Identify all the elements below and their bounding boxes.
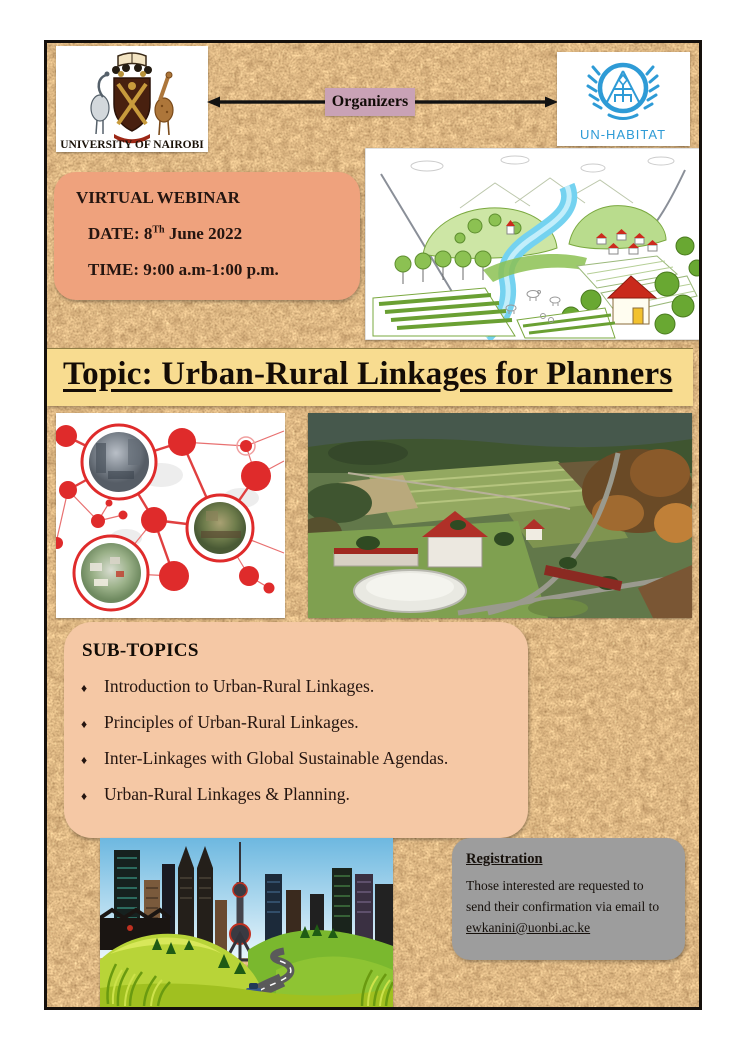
date-label: DATE: — [88, 224, 140, 243]
photo-node-a — [82, 425, 156, 499]
webinar-date — [54, 224, 360, 244]
arrow-right-icon — [415, 95, 559, 109]
registration-body — [466, 876, 671, 939]
webinar-poster — [44, 40, 702, 1010]
registration-email-link[interactable]: ewkanini@uonbi.ac.ke — [466, 919, 591, 935]
water-tank — [354, 570, 466, 612]
aerial-farmland-photo — [308, 413, 692, 618]
subtopic-text: Urban-Rural Linkages & Planning. — [104, 784, 350, 804]
date-ordinal: Th — [152, 224, 165, 236]
webinar-info-box — [54, 172, 360, 300]
topic-banner — [47, 348, 693, 406]
un-habitat-emblem-icon — [557, 52, 690, 146]
diamond-bullet-icon: ♦ — [80, 681, 88, 695]
webinar-title: VIRTUAL WEBINAR — [76, 188, 240, 207]
subtopic-item — [64, 784, 528, 820]
photo-node-c — [74, 536, 148, 610]
subtopics-list — [64, 676, 528, 820]
network-diagram-image — [56, 413, 285, 618]
organizers-label: Organizers — [325, 88, 415, 116]
photo-node-b — [187, 495, 253, 561]
topic-title: Topic: Urban-Rural Linkages for Planners — [63, 356, 673, 392]
webinar-time — [54, 260, 360, 280]
registration-heading: Registration — [466, 851, 543, 867]
time-label: TIME: — [88, 260, 139, 279]
registration-box — [452, 838, 685, 960]
diamond-bullet-icon: ♦ — [80, 753, 88, 767]
rural-landscape-illustration — [365, 148, 700, 340]
subtopics-box — [64, 622, 528, 838]
subtopic-text: Inter-Linkages with Global Sustainable Agendas. — [104, 748, 449, 768]
subtopics-heading: SUB-TOPICS — [82, 640, 199, 661]
uon-crest-icon — [56, 46, 208, 152]
subtopic-text: Principles of Urban-Rural Linkages. — [104, 712, 359, 732]
date-day: 8 — [143, 224, 153, 243]
date-rest: June 2022 — [168, 224, 243, 243]
diamond-bullet-icon: ♦ — [80, 789, 88, 803]
un-habitat-logo — [557, 52, 690, 146]
arrow-left-icon — [206, 95, 326, 109]
university-name-text: UNIVERSITY OF NAIROBI — [60, 139, 204, 151]
un-habitat-name-text: UN-HABITAT — [579, 127, 667, 142]
time-value: 9:00 a.m-1:00 p.m. — [143, 260, 279, 279]
university-of-nairobi-logo — [56, 46, 208, 152]
subtopic-item — [64, 748, 528, 784]
city-skyline-illustration — [100, 838, 393, 1007]
subtopic-item — [64, 712, 528, 748]
subtopic-item — [64, 676, 528, 712]
registration-line1: Those interested are requested to — [466, 878, 644, 893]
diamond-bullet-icon: ♦ — [80, 717, 88, 731]
subtopic-text: Introduction to Urban-Rural Linkages. — [104, 676, 375, 696]
shield-icon — [114, 78, 150, 131]
registration-line2: send their confirmation via email to — [466, 898, 660, 914]
